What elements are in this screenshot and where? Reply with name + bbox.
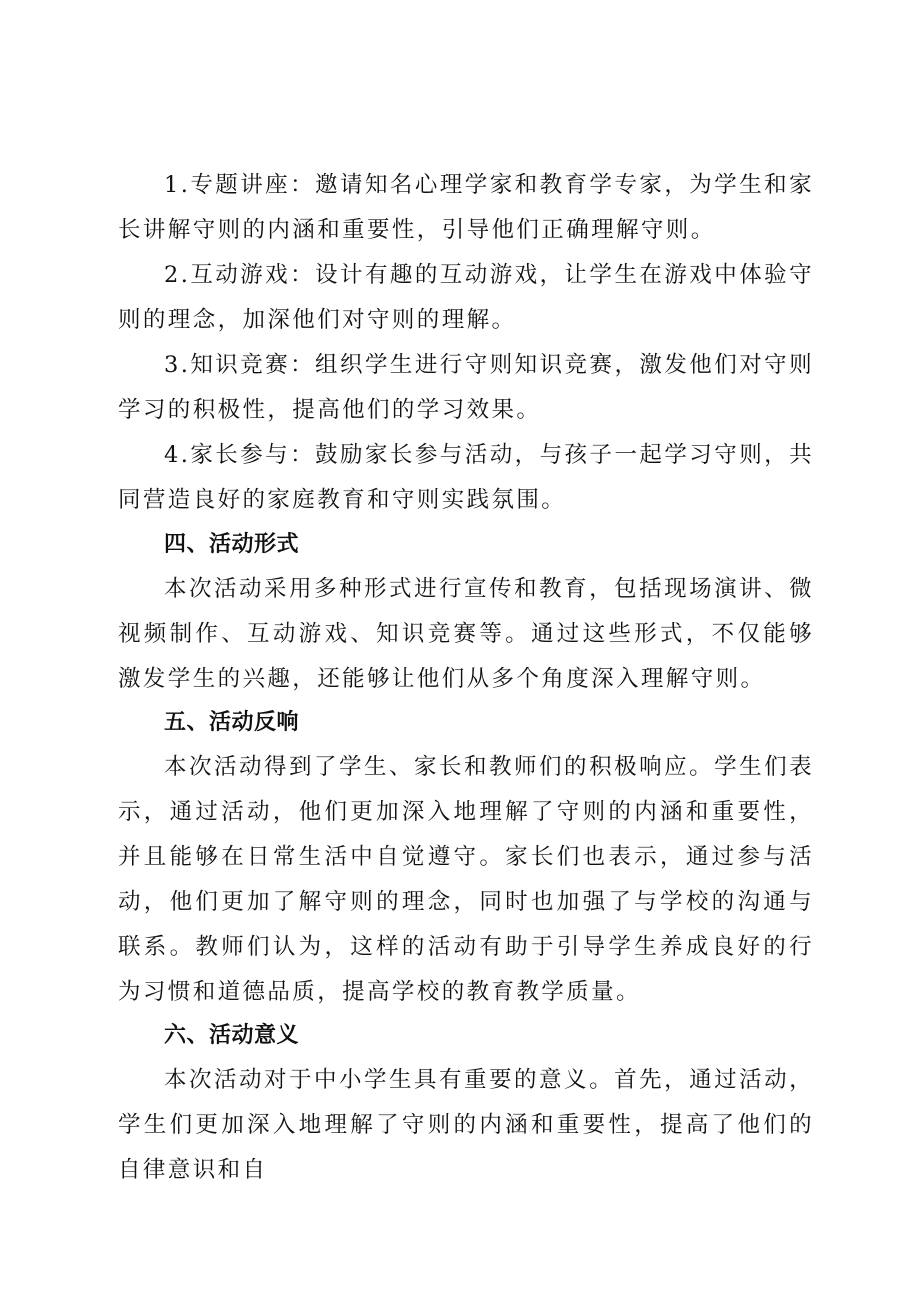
list-item-parents: 4.家长参与：鼓励家长参与活动，与孩子一起学习守则，共同营造良好的家庭教育和守则实践氛围。 [118,442,814,513]
section-heading-activity-significance: 六、活动意义 [164,1023,300,1048]
list-item-game: 2.互动游戏：设计有趣的互动游戏，让学生在游戏中体验守则的理念，加深他们对守则的理解。 [118,262,814,333]
section-heading-activity-form: 四、活动形式 [164,532,300,557]
list-item-quiz: 3.知识竞赛：组织学生进行守则知识竞赛，激发他们对守则学习的积极性，提高他们的学习效果。 [118,352,814,423]
list-item-lecture: 1.专题讲座：邀请知名心理学家和教育学专家，为学生和家长讲解守则的内涵和重要性，引导他们正确理解守则。 [118,172,814,243]
section-body-activity-form: 本次活动采用多种形式进行宣传和教育，包括现场演讲、微视频制作、互动游戏、知识竞赛等。通过这些形式，不仅能够激发学生的兴趣，还能够让他们从多个角度深入理解守则。 [118,576,814,692]
section-heading-activity-response: 五、活动反响 [164,710,300,735]
section-body-activity-significance: 本次活动对于中小学生具有重要的意义。首先，通过活动，学生们更加深入地理解了守则的内涵和重要性，提高了他们的自律意识和自 [118,1067,814,1183]
section-body-activity-response: 本次活动得到了学生、家长和教师们的积极响应。学生们表示，通过活动，他们更加深入地理解了守则的内涵和重要性，并且能够在日常生活中自觉遵守。家长们也表示，通过参与活动，他们更加了解守则的理念，同时也加强了与学校的沟通与联系。教师们认为，这样的活动有助于引导学生养成良好的行为习惯和道德品质，提高学校的教育教学质量。 [118,754,814,1005]
